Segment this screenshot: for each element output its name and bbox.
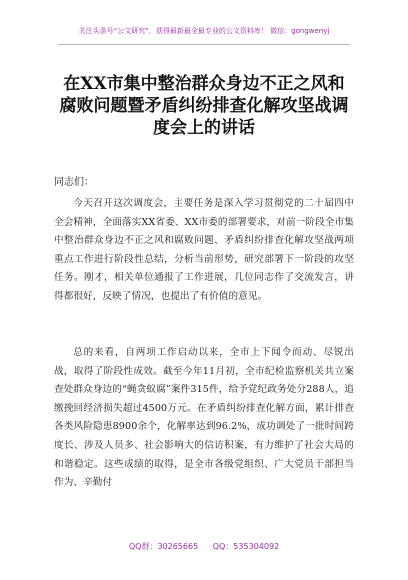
footer-qq: QQ：535304092: [212, 542, 280, 551]
footer-qq-group: QQ群：30265665: [128, 542, 199, 551]
document-title: 在XX市集中整治群众身边不正之风和腐败问题暨矛盾纠纷排查化解攻坚战调度会上的讲话: [59, 74, 349, 138]
body-paragraph-2: 总的来看，自两项工作启动以来，全市上下闻令而动、尽锐出战，取得了阶段性成效。截至今年11月初，全市纪检监察机关共立案查处群众身边的“蝇贪蚁腐”案件315件，给予党纪政务处分288人，追缴挽回经济损失超过4500万元。在矛盾纠纷排查化解方面，累计排查各类风险隐患8900余个，化解率达到96.2%，成功调处了一批时间跨度长、涉及人员多、社会影响大的信访积案，有力维护了社会大局的和谐稳定。这些成绩的取得，是全市各级党组织、广大党员干部担当作为、辛勤付: [54, 347, 354, 489]
header-divider: [58, 44, 350, 45]
body-paragraph-1: 今天召开这次调度会，主要任务是深入学习贯彻党的二十届四中全会精神，全面落实XX省委、XX市委的部署要求，对前一阶段全市集中整治群众身边不正之风和腐败问题、矛盾纠纷排查化解攻坚战两项重点工作进行阶段性总结，分析当前形势，研究部署下一阶段的攻坚任务。刚才，相关单位通报了工作进展，几位同志作了交流发言，讲得都很好，反映了情况，也提出了有价值的意见。: [54, 198, 354, 302]
header-promo-note: 关注头条号“公文研究”，获得最新最全最专业的公文资料库！ 微信：gongwenyj: [78, 27, 330, 35]
greeting: 同志们：: [54, 177, 94, 188]
footer-contact: [0, 541, 408, 552]
